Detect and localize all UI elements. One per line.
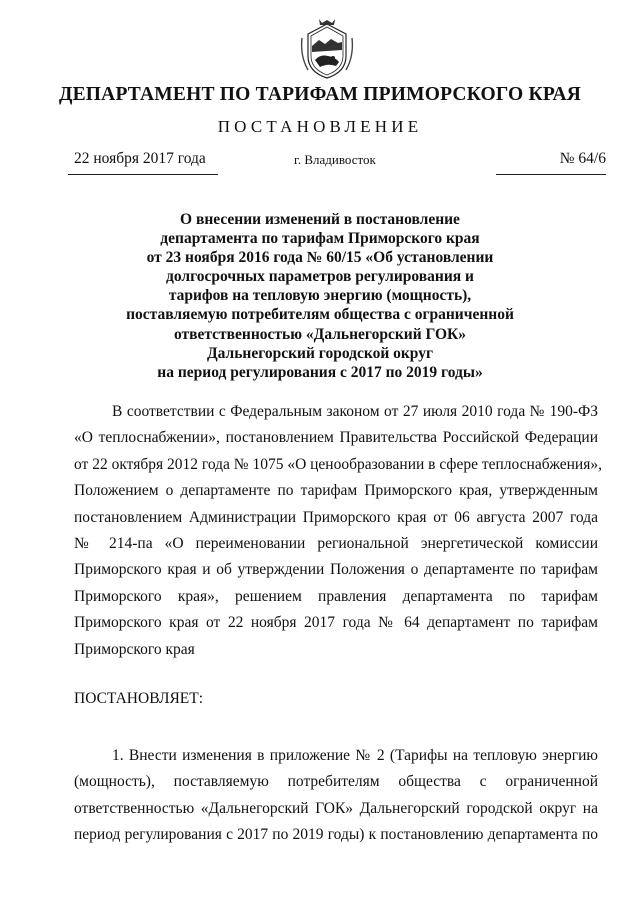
document-number: № 64/6 [559,150,606,167]
preamble-line: от 22 октября 2012 года № 1075 «О ценообразовании в сфере теплоснабжения», [74,455,602,473]
preamble-paragraph [74,399,602,663]
document-date: 22 ноября 2017 года [74,150,206,167]
heading-line: тарифов на тепловую энергию (мощность), [168,287,472,305]
heading-line: от 23 ноября 2016 года № 60/15 «Об установлении [146,249,494,267]
preamble-line: В соответствии с Федеральным законом от 27 июля 2010 года № 190-ФЗ [112,403,598,420]
number-underline [496,174,606,175]
resolve-word: ПОСТАНОВЛЯЕТ: [74,690,204,707]
preamble-line: Приморского края», решением правления департамента по тарифам [74,587,598,605]
item-1-paragraph [74,743,598,849]
coat-of-arms-icon [298,16,356,82]
document-heading [0,210,640,382]
department-title: ДЕПАРТАМЕНТ ПО ТАРИФАМ ПРИМОРСКОГО КРАЯ [58,84,582,105]
preamble-line: «О теплоснабжении», постановлением Правительства Российской Федерации [74,429,598,447]
heading-line: ответственностью «Дальнегорский ГОК» [173,325,467,343]
preamble-line: № 214-па «О переименовании региональной энергетической комиссии [74,535,598,553]
heading-line: департамента по тарифам Приморского края [160,230,480,248]
heading-line: Дальнегорский городской округ [206,344,434,362]
heading-line: долгосрочных параметров регулирования и [166,268,474,286]
preamble-line: постановлением Администрации Приморского края от 06 августа 2007 года [74,508,598,526]
item-line: ответственностью «Дальнегорский ГОК» Дальнегорский городской округ на [74,799,598,817]
heading-line: О внесении изменений в постановление [180,211,460,228]
document-city: г. Владивосток [294,152,376,167]
preamble-line: Приморского края и об утверждении Положения о департаменте по тарифам [74,561,598,579]
item-line: (мощность), поставляемую потребителям общества с ограниченной [74,773,598,791]
item-line: период регулирования с 2017 по 2019 годы) к постановлению департамента по [74,826,598,844]
preamble-line: Положением о департаменте по тарифам Приморского края, утвержденным [74,482,598,500]
document-kind: ПОСТАНОВЛЕНИЕ [217,117,423,136]
heading-line: поставляемую потребителям общества с ограниченной [126,306,514,324]
date-underline [68,174,218,175]
preamble-line: Приморского края от 22 ноября 2017 года № 64 департамент по тарифам [74,614,598,632]
item-line: 1. Внести изменения в приложение № 2 (Тарифы на тепловую энергию [112,747,598,764]
preamble-line: Приморского края [74,640,195,658]
heading-line: на период регулирования с 2017 по 2019 годы» [157,363,483,381]
